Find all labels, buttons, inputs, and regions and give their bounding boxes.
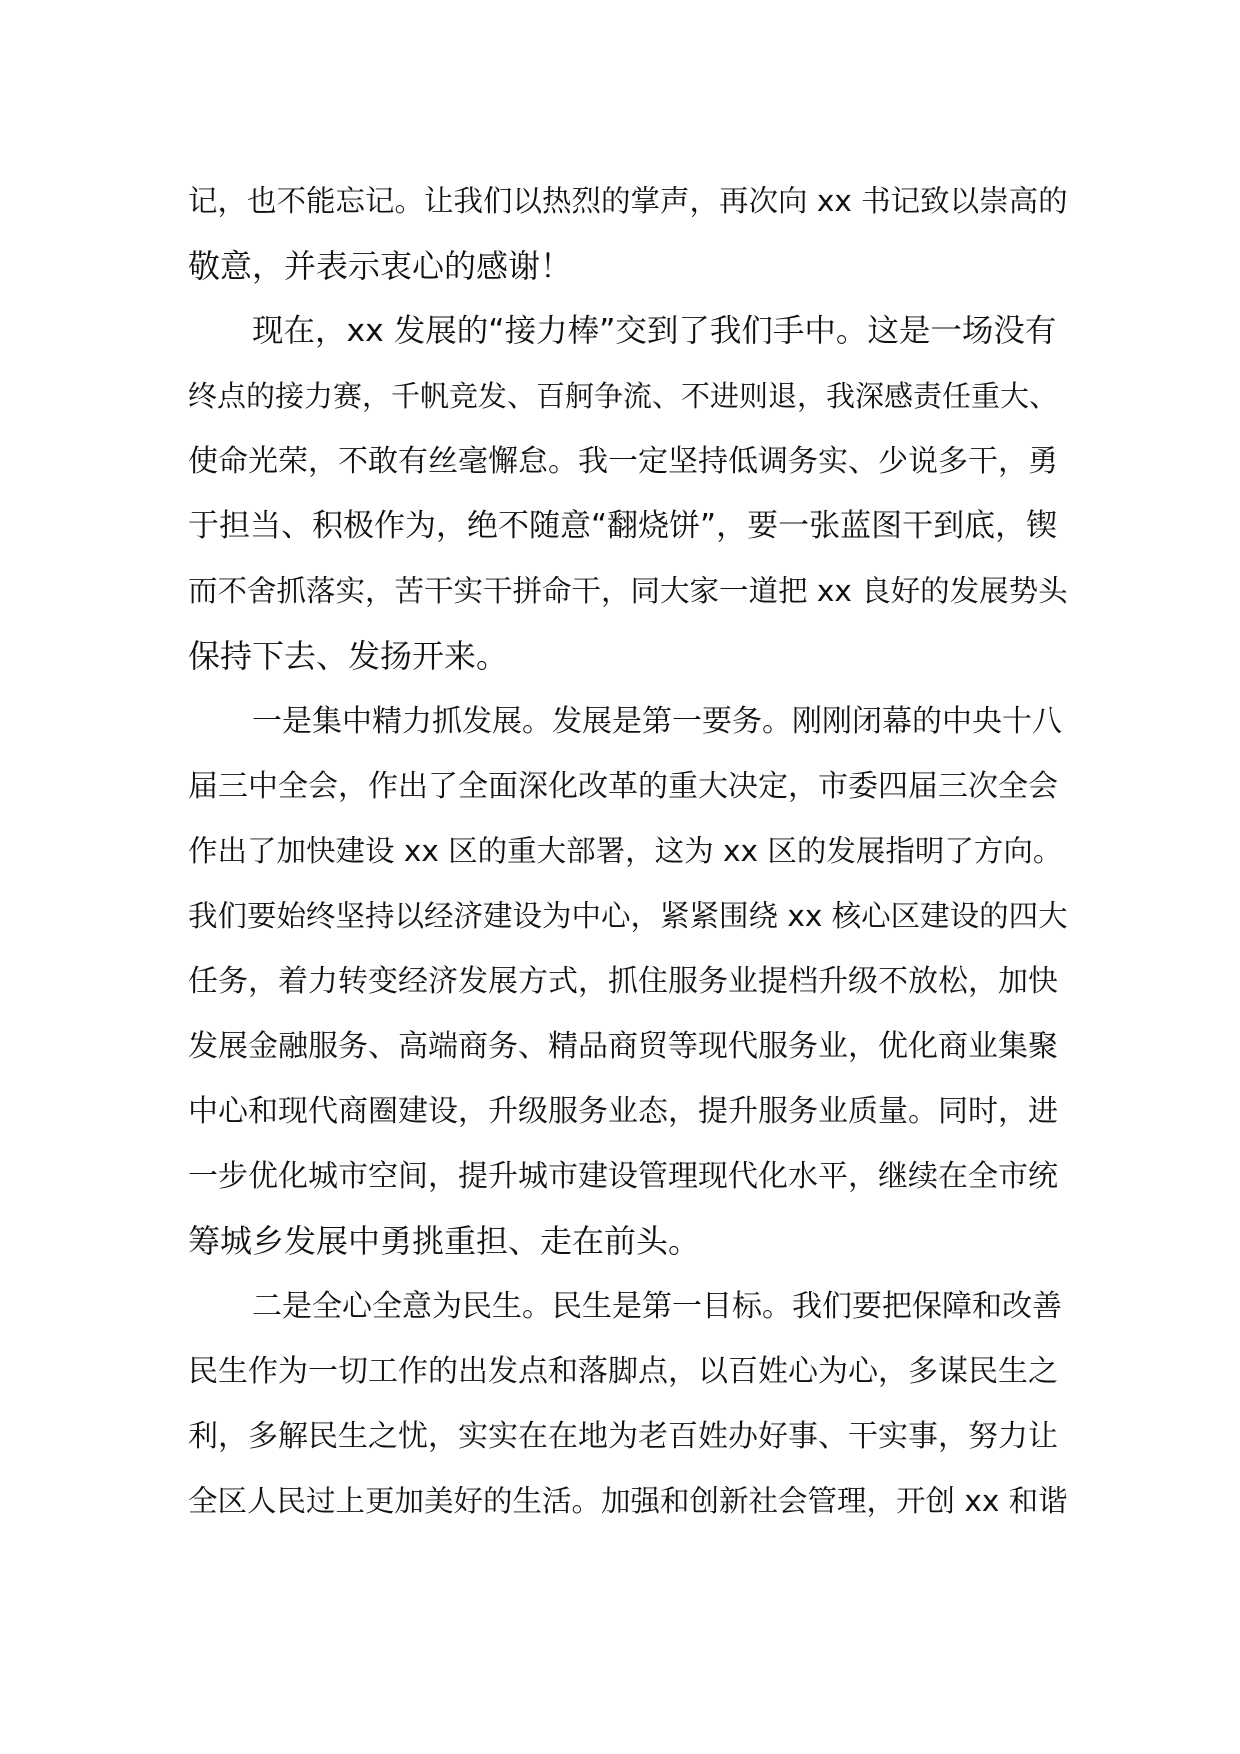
text-line: 终点的接力赛，千帆竞发、百舸争流、不进则退，我深感责任重大、 [188,379,1059,413]
text-line: 于担当、积极作为，绝不随意“翻烧饼”，要一张蓝图干到底，锲 [188,508,1058,544]
text-line: 使命光荣，不敢有丝毫懈怠。我一定坚持低调务实、少说多干，勇 [188,444,1058,479]
text-line: 而不舍抓落实，苦干实干拼命干，同大家一道把 xx 良好的发展势头 [188,574,1068,608]
paragraph-first-line: 现在，xx 发展的“接力棒”交到了我们手中。这是一场没有 [252,313,1057,349]
text-line: 民生作为一切工作的出发点和落脚点，以百姓心为心，多谋民生之 [188,1354,1058,1389]
text-line: 作出了加快建设 xx 区的重大部署，这为 xx 区的发展指明了方向。 [188,834,1063,868]
text-line: 敬意，并表示衷心的感谢！ [188,247,573,285]
paragraph-first-line: 一是集中精力抓发展。发展是第一要务。刚刚闭幕的中央十八 [252,704,1062,739]
text-line: 全区人民过上更加美好的生活。加强和创新社会管理，开创 xx 和谐 [188,1484,1068,1518]
text-line: 记，也不能忘记。让我们以热烈的掌声，再次向 xx 书记致以崇高的 [188,184,1068,218]
text-line: 我们要始终坚持以经济建设为中心，紧紧围绕 xx 核心区建设的四大 [188,899,1068,933]
text-line: 保持下去、发扬开来。 [188,637,509,675]
text-line: 利，多解民生之忧，实实在在地为老百姓办好事、干实事，努力让 [188,1419,1058,1454]
text-line: 届三中全会，作出了全面深化改革的重大决定，市委四届三次全会 [188,769,1058,804]
text-line: 筹城乡发展中勇挑重担、走在前头。 [188,1222,701,1260]
text-line: 发展金融服务、高端商务、精品商贸等现代服务业，优化商业集聚 [188,1029,1058,1064]
text-line: 任务，着力转变经济发展方式，抓住服务业提档升级不放松，加快 [188,964,1058,999]
document-body [188,169,1068,1534]
text-line: 一步优化城市空间，提升城市建设管理现代化水平，继续在全市统 [188,1159,1058,1194]
paragraph-first-line: 二是全心全意为民生。民生是第一目标。我们要把保障和改善 [252,1289,1062,1324]
text-line: 中心和现代商圈建设，升级服务业态，提升服务业质量。同时，进 [188,1094,1058,1129]
